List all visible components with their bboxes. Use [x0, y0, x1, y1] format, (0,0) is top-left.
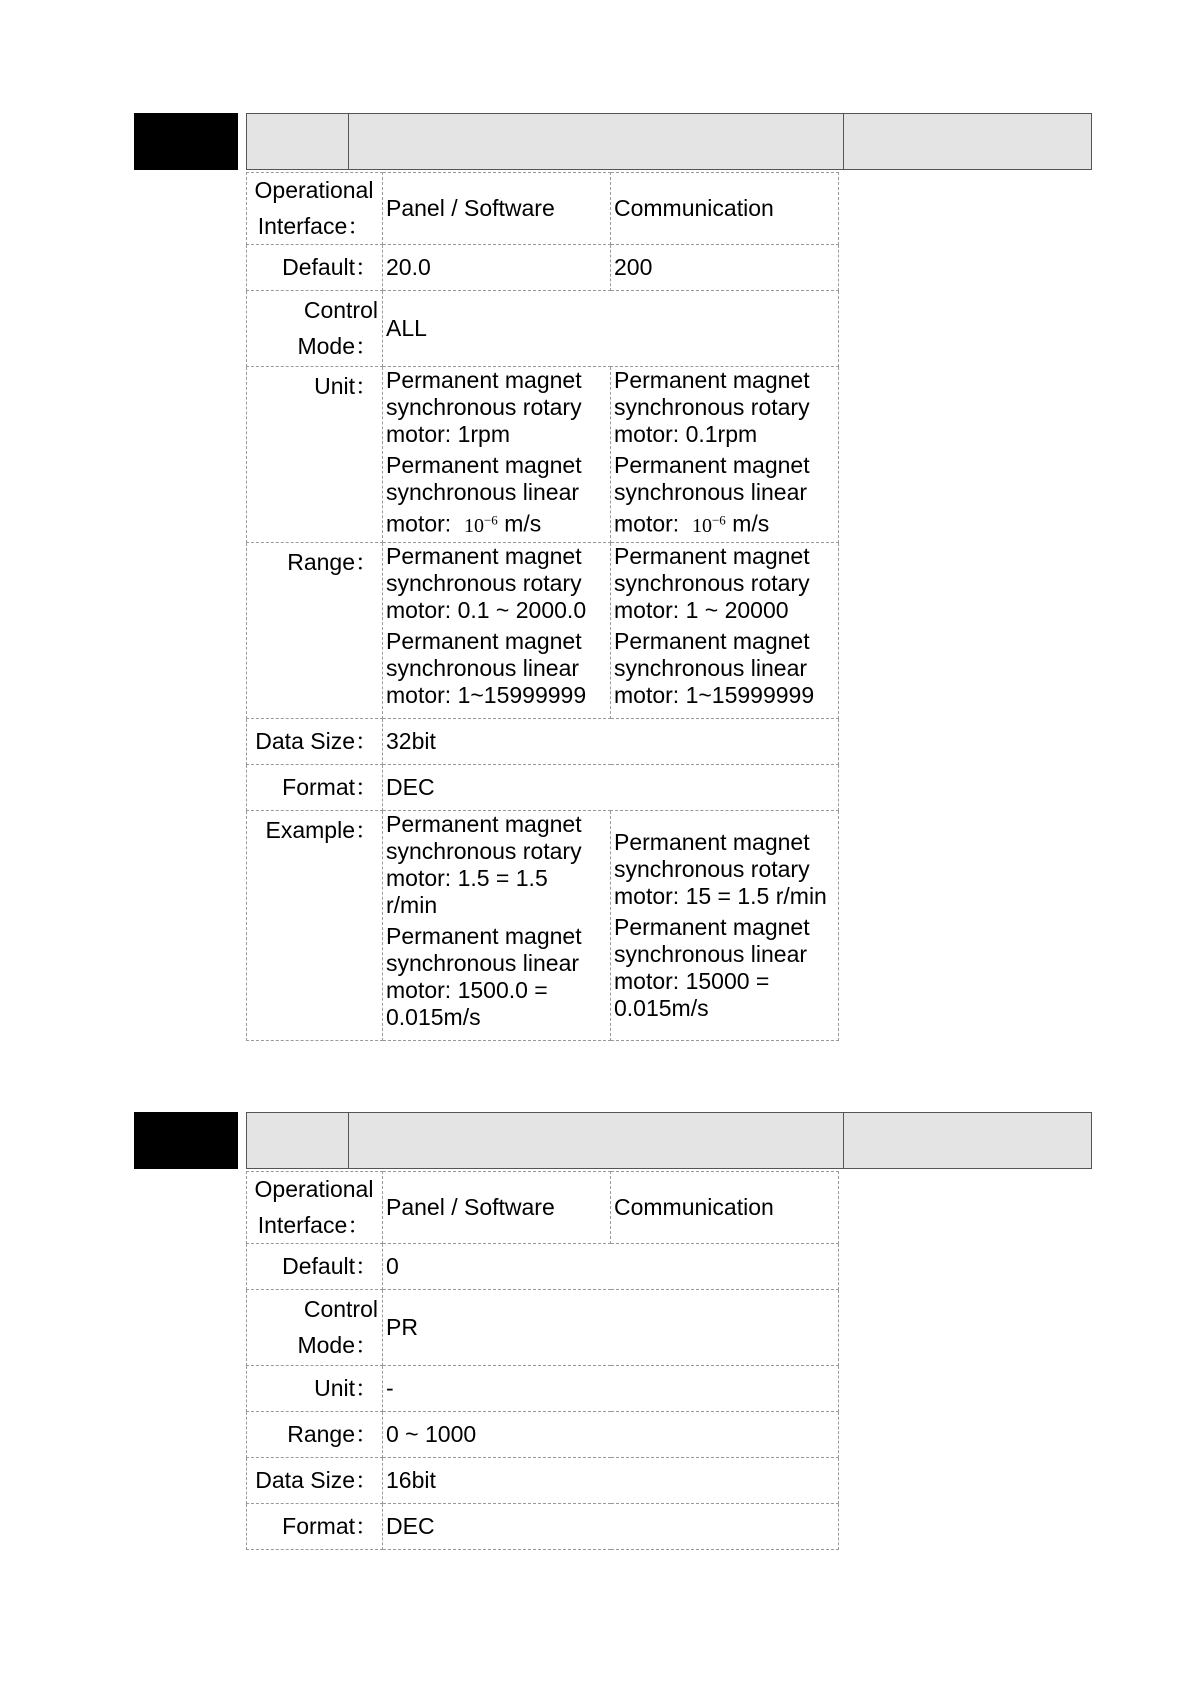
row-unit	[247, 367, 839, 543]
text-line: r/min	[386, 892, 438, 918]
row-default	[247, 1244, 839, 1290]
text-line: synchronous linear	[386, 950, 580, 976]
label-line: Interface：	[257, 213, 371, 239]
row-interface	[247, 1172, 839, 1244]
text-line: Permanent magnet	[614, 914, 810, 940]
text-line: synchronous rotary	[614, 394, 810, 420]
unit-panel	[383, 367, 611, 543]
control-mode-value: PR	[383, 1290, 839, 1366]
text-line: Permanent magnet	[614, 367, 810, 393]
label-format: Format：	[247, 1504, 383, 1550]
range-comm	[611, 543, 839, 719]
text-line: motor: 1 ~ 20000	[614, 597, 789, 623]
power-of-ten	[463, 512, 498, 537]
label-line: Interface：	[257, 1212, 371, 1238]
text-line: synchronous rotary	[614, 856, 810, 882]
label-unit: Unit：	[247, 1366, 383, 1412]
text-line: synchronous rotary	[386, 838, 582, 864]
range-panel	[383, 543, 611, 719]
text-line: Permanent magnet	[386, 923, 582, 949]
text-line: Permanent magnet	[386, 367, 582, 393]
text-line: synchronous rotary	[386, 570, 582, 596]
text-line: Permanent magnet	[386, 543, 582, 569]
interface-panel: Panel / Software	[383, 173, 611, 245]
label-range: Range：	[247, 1412, 383, 1458]
text-line: motor: 1.5 = 1.5	[386, 865, 548, 891]
text-line: motor: 15000 =	[614, 968, 770, 994]
label-range: Range：	[247, 543, 383, 719]
text-line: 0.015m/s	[386, 1004, 481, 1030]
row-range	[247, 543, 839, 719]
text-line: motor: 15 = 1.5 r/min	[614, 883, 827, 909]
param-header-bar	[246, 113, 1092, 170]
label-line: Control	[303, 297, 378, 323]
interface-panel: Panel / Software	[383, 1172, 611, 1244]
power-of-ten	[691, 512, 726, 537]
label-default: Default：	[247, 1244, 383, 1290]
label-data-size: Data Size：	[247, 1458, 383, 1504]
label-data-size: Data Size：	[247, 719, 383, 765]
param-table-2	[246, 1171, 839, 1550]
label-interface	[247, 173, 383, 245]
power-base: 10	[463, 514, 484, 537]
power-unit: m/s	[732, 510, 770, 537]
text-line: Permanent magnet	[614, 829, 810, 855]
param-id-box	[134, 113, 238, 170]
text-line: 0.015m/s	[614, 995, 709, 1021]
row-example	[247, 811, 839, 1041]
label-line: Operational	[254, 1176, 374, 1202]
label-unit: Unit：	[247, 367, 383, 543]
default-comm: 200	[611, 245, 839, 291]
text-line: synchronous rotary	[614, 570, 810, 596]
text-line: Permanent magnet	[614, 543, 810, 569]
unit-comm-linear-value	[614, 506, 835, 540]
unit-value: -	[383, 1366, 839, 1412]
power-exponent: −6	[711, 512, 726, 527]
label-default: Default：	[247, 245, 383, 291]
label-line: Mode：	[297, 333, 378, 359]
param-address-cell	[247, 114, 349, 169]
data-size-value: 32bit	[383, 719, 839, 765]
label-interface	[247, 1172, 383, 1244]
row-format	[247, 1504, 839, 1550]
default-panel: 20.0	[383, 245, 611, 291]
unit-panel-linear-value	[386, 506, 607, 540]
format-value: DEC	[383, 1504, 839, 1550]
example-comm	[611, 811, 839, 1041]
row-data-size	[247, 719, 839, 765]
text-line: motor:	[614, 510, 680, 537]
format-value: DEC	[383, 765, 839, 811]
label-line: Control	[303, 1296, 378, 1322]
row-control-mode	[247, 1290, 839, 1366]
control-mode-value: ALL	[383, 291, 839, 367]
label-control-mode	[247, 291, 383, 367]
interface-comm: Communication	[611, 173, 839, 245]
text-line: Permanent magnet	[614, 628, 810, 654]
row-data-size	[247, 1458, 839, 1504]
text-line: motor: 1~15999999	[386, 682, 587, 708]
text-line: motor: 1rpm	[386, 421, 510, 447]
label-line: Operational	[254, 177, 374, 203]
text-line: Permanent magnet	[614, 452, 810, 478]
power-exponent: −6	[483, 512, 498, 527]
param-id-box	[134, 1112, 238, 1169]
interface-comm: Communication	[611, 1172, 839, 1244]
text-line: Permanent magnet	[386, 628, 582, 654]
text-line: synchronous linear	[614, 941, 808, 967]
text-line: motor: 0.1 ~ 2000.0	[386, 597, 587, 623]
row-control-mode	[247, 291, 839, 367]
text-line: motor: 1500.0 =	[386, 977, 548, 1003]
label-line: Mode：	[297, 1332, 378, 1358]
text-line: synchronous linear	[386, 655, 580, 681]
label-control-mode	[247, 1290, 383, 1366]
param-address-cell	[247, 1113, 349, 1168]
row-range	[247, 1412, 839, 1458]
power-unit: m/s	[504, 510, 542, 537]
example-panel	[383, 811, 611, 1041]
text-line: Permanent magnet	[386, 811, 582, 837]
text-line: motor: 1~15999999	[614, 682, 815, 708]
power-base: 10	[691, 514, 712, 537]
row-unit	[247, 1366, 839, 1412]
param-table-1	[246, 172, 839, 1041]
param-name-cell	[349, 1113, 844, 1168]
row-default	[247, 245, 839, 291]
label-example: Example：	[247, 811, 383, 1041]
text-line: motor: 0.1rpm	[614, 421, 758, 447]
text-line: synchronous linear	[614, 655, 808, 681]
row-format	[247, 765, 839, 811]
label-format: Format：	[247, 765, 383, 811]
param-name-cell	[349, 114, 844, 169]
text-line: motor:	[386, 510, 452, 537]
default-value: 0	[383, 1244, 839, 1290]
row-interface	[247, 173, 839, 245]
data-size-value: 16bit	[383, 1458, 839, 1504]
text-line: synchronous linear	[614, 479, 808, 505]
text-line: Permanent magnet	[386, 452, 582, 478]
unit-comm	[611, 367, 839, 543]
param-header-bar	[246, 1112, 1092, 1169]
range-value: 0 ~ 1000	[383, 1412, 839, 1458]
text-line: synchronous rotary	[386, 394, 582, 420]
text-line: synchronous linear	[386, 479, 580, 505]
